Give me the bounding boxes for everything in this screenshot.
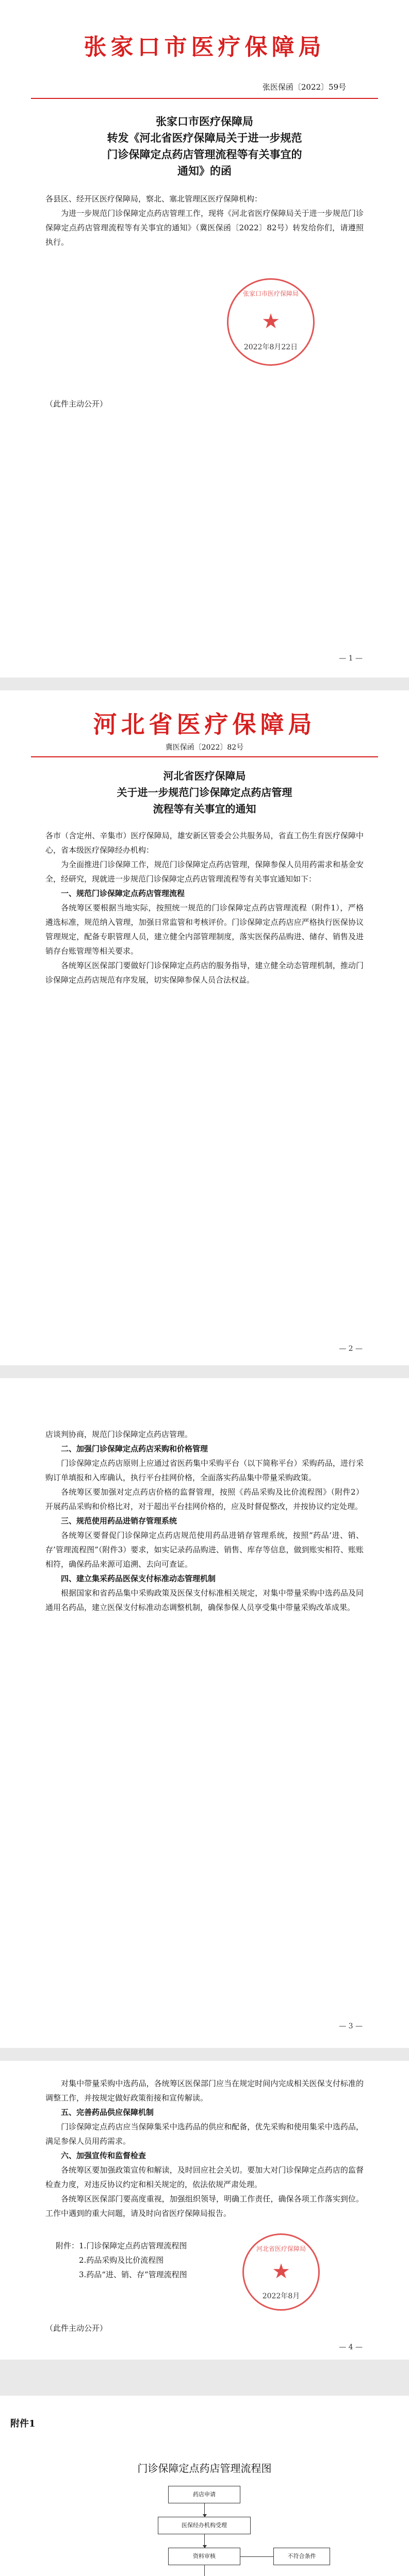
body-paragraph: 各统筹区医保部门要做好门诊保障定点药店的服务指导，建立健全动态管理机制，推动门诊保障定点药店规范有序发展，切实保障参保人员合法权益。 — [45, 961, 364, 985]
flow-step: 资料审核 — [168, 2548, 240, 2565]
body-text — [45, 828, 364, 987]
title-line: 张家口市医疗保障局 — [156, 115, 253, 128]
official-seal — [242, 2233, 320, 2311]
title-line: 河北省医疗保障局 — [163, 770, 246, 782]
body-text — [45, 2076, 364, 2221]
flow-step: 药店申请 — [168, 2486, 240, 2503]
agency-header: 河北省医疗保障局 — [93, 710, 316, 738]
page-number: — 2 — — [339, 1345, 363, 1353]
body-paragraph: 为全面推进门诊保障工作，规范门诊保障定点药店管理，保障参保人员用药需求和基金安全，经研究，现就进一步规范门诊保障定点药店管理流程等有关事宜通知如下： — [45, 860, 364, 884]
body-paragraph: 各统筹区要根据当地实际，按照统一规范的门诊保障定点药店管理流程（附件1），严格遴选标准，规范纳入管理，加强日常监管和考核评价。门诊保障定点药店应严格执行医保协议管理规定，配备专职管理人员，建立健全内部管理制度，落实医保药品购进、储存、销售及进销存台账管理等相关要求。 — [45, 903, 364, 956]
section-heading: 四、建立集采药品医保支付标准动态管理机制 — [61, 1574, 216, 1583]
body-paragraph: 根据国家和省药品集中采购政策及医保支付标准相关规定，对集中带量采购中选药品及同通用名药品，建立医保支付标准动态调整机制，确保参保人员享受集中带量采购改革成果。 — [45, 1588, 364, 1612]
page-1 — [0, 0, 409, 677]
title-line: 关于进一步规范门诊保障定点药店管理 — [117, 786, 292, 799]
star-icon: ★ — [261, 310, 280, 333]
attachment-item: 3.药品“进、销、存”管理流程图 — [79, 2270, 187, 2279]
disclosure: （此件主动公开） — [45, 2324, 108, 2333]
doc-title — [52, 768, 357, 817]
recipients: 各县区、经开区医疗保障局，察北、塞北管理区医疗保障机构： — [45, 194, 263, 204]
title-line: 流程等有关事宜的通知 — [153, 803, 256, 815]
flow-step: 医保经办机构受理 — [158, 2517, 251, 2534]
doc-number: 冀医保函〔2022〕82号 — [165, 743, 244, 752]
section-heading: 六、加强宣传和监督检查 — [61, 2151, 146, 2160]
red-divider — [31, 756, 378, 757]
section-heading: 二、加强门诊保障定点药店采购和价格管理 — [61, 1444, 208, 1453]
doc-title — [41, 113, 368, 179]
page-3 — [0, 1378, 409, 2048]
body-text — [45, 192, 364, 249]
seal-date: 2022年8月 — [262, 2292, 300, 2300]
section-heading: 三、规范使用药品进销存管理系统 — [61, 1516, 177, 1526]
body-text — [45, 1427, 364, 1615]
title-line: 门诊保障定点药店管理流程等有关事宜的 — [107, 148, 302, 161]
disclosure: （此件主动公开） — [45, 399, 108, 409]
attachment-label: 附件1 — [10, 2418, 36, 2429]
page-number: — 4 — — [339, 2343, 363, 2351]
seal-date: 2022年8月22日 — [243, 343, 298, 351]
red-divider — [31, 98, 378, 99]
body-paragraph: 门诊保障定点药店原则上应通过省医药集中采购平台（以下简称平台）采购药品，进行采购订单填报和入库确认，执行平台挂网价格，全面落实药品集中带量采购政策。 — [45, 1459, 364, 1482]
body-paragraph: 各统筹区医保部门要高度重视，加强组织领导，明确工作责任，确保各项工作落实到位。工作中遇到的重大问题，请及时向省医疗保障局报告。 — [45, 2194, 364, 2218]
doc-number: 张医保函〔2022〕59号 — [262, 82, 347, 92]
seal-org: 河北省医疗保障局 — [256, 2245, 306, 2252]
body-paragraph: 门诊保障定点药店应当保障集采中选药品的供应和配备，优先采购和使用集采中选药品，满足参保人员用药需求。 — [45, 2122, 364, 2146]
section-heading: 五、完善药品供应保障机制 — [61, 2108, 154, 2117]
attachments-label: 附件： — [56, 2241, 79, 2250]
star-icon: ★ — [272, 2260, 290, 2283]
body-paragraph: 各统筹区要加强政策宣传和解读，及时回应社会关切。要加大对门诊保障定点药店的监督检查力度，对违反协议约定和相关规定的，依法依规严肃处理。 — [45, 2165, 364, 2189]
title-line: 通知》的函 — [177, 164, 232, 177]
agency-header: 张家口市医疗保障局 — [84, 34, 325, 60]
page-number: — 3 — — [339, 2022, 363, 2030]
title-line: 转发《河北省医疗保障局关于进一步规范 — [107, 131, 302, 144]
body-paragraph: 对集中带量采购中选药品，各统筹区医保部门应当在规定时间内完成相关医保支付标准的调整工作，并按规定做好政策衔接和宣传解读。 — [45, 2079, 364, 2103]
body-paragraph: 各统筹区要督促门诊保障定点药店规范使用药品进销存管理系统，按照“药品‘进、销、存’管理流程图”（附件3）要求，如实记录药品购进、销售、库存等信息，做到账实相符、账账相符，确保药品来源可追溯、去向可查证。 — [45, 1531, 364, 1569]
attachment-item: 1.门诊保障定点药店管理流程图 — [79, 2241, 187, 2250]
page-2 — [0, 690, 409, 1365]
section-heading: 一、规范门诊保障定点药店管理流程 — [61, 889, 185, 898]
seal-org: 张家口市医疗保障局 — [242, 290, 299, 297]
flow-title: 门诊保障定点药店管理流程图 — [137, 2462, 272, 2475]
page-number: — 1 — — [339, 654, 363, 663]
page-4 — [0, 2061, 409, 2360]
body-paragraph: 店谈判协商，规范门诊保障定点药店管理。 — [45, 1430, 193, 1439]
recipients: 各市（含定州、辛集市）医疗保障局，雄安新区管委会公共服务局，省直工伤生育医疗保障中心，省本级医疗保障经办机构： — [45, 831, 364, 855]
page-5 — [0, 2396, 409, 2576]
body-paragraph: 为进一步规范门诊保障定点药店管理工作，现将《河北省医疗保障局关于进一步规范门诊保障定点药店管理流程等有关事宜的通知》（冀医保函〔2022〕82号）转发给你们，请遵照执行。 — [45, 209, 364, 247]
official-seal — [227, 278, 315, 366]
attachment-item: 2.药品采购及比价流程图 — [79, 2256, 164, 2265]
flow-side-label: 不符合条件 — [273, 2548, 330, 2565]
body-paragraph: 各统筹区要加强对定点药店价格的监督管理，按照《药品采购及比价流程图》（附件2）开展药品采购和价格比对，对于超出平台挂网价格的，应及时督促整改，并按协议约定处理。 — [45, 1487, 364, 1511]
